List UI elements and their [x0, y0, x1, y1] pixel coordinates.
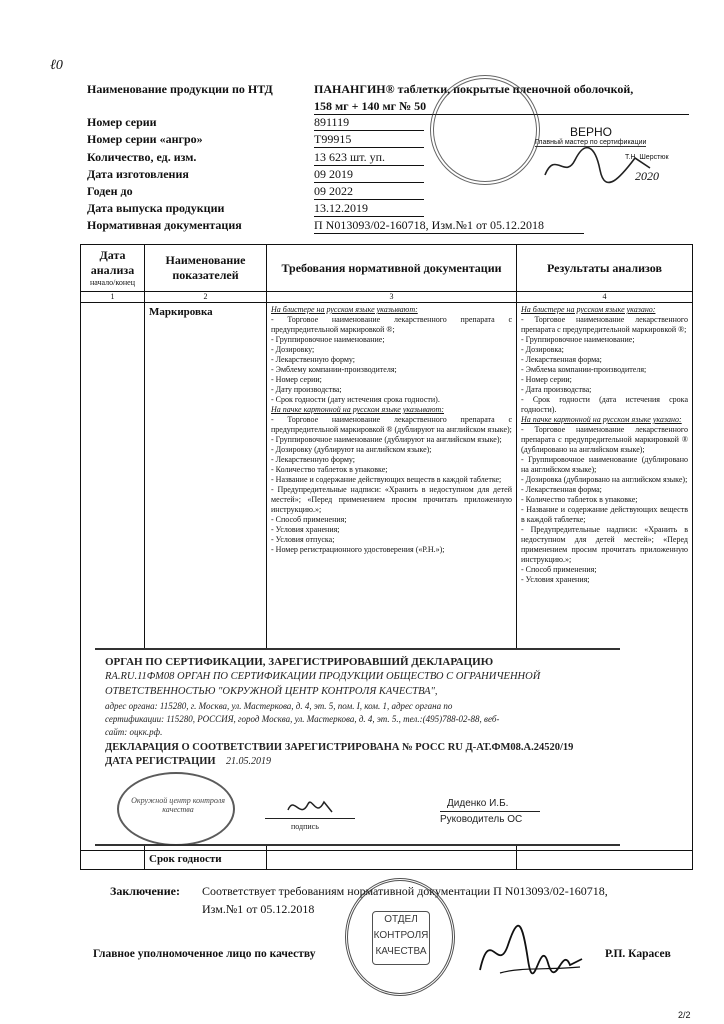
requirement-line: - Лекарственную форму; — [271, 355, 356, 364]
requirement-line: - Номер серии; — [521, 375, 572, 384]
header-date-sub: начало/конец — [90, 278, 135, 287]
requirement-line: - Группировочное наименование (дублировано на английском языке); — [521, 455, 688, 474]
head-line — [440, 811, 540, 812]
col-number: 3 — [267, 292, 517, 303]
requirement-line: - Срок годности (дату истечения срока годности). — [271, 395, 440, 404]
requirement-line: - Группировочное наименование (дублируют на английском языке); — [271, 435, 502, 444]
requirement-line: - Дозировка; — [521, 345, 564, 354]
qc-seal-line: КАЧЕСТВА — [375, 946, 427, 957]
conclusion-text-2: Изм.№1 от 05.12.2018 — [202, 902, 315, 916]
seal-text: Окружной центр контроля качества — [131, 796, 225, 814]
column-number-row — [81, 292, 693, 303]
requirement-line: На блистере на русском языке указывают: — [271, 305, 418, 314]
requirement-line: На пачке картонной на русском языке указано: — [521, 415, 682, 424]
requirement-line: - Торговое наименование лекарственного препарата с предупредительной маркировкой ® (дублировано на английском языке); — [521, 425, 688, 454]
requirement-line: - Лекарственная форма; — [521, 485, 602, 494]
requirement-line: - Условия отпуска; — [271, 535, 335, 544]
requirement-line: - Лекарственную форму; — [271, 455, 356, 464]
declaration-line: RA.RU.11ФМ08 ОРГАН ПО СЕРТИФИКАЦИИ ПРОДУКЦИИ ОБЩЕСТВО С ОГРАНИЧЕННОЙ — [105, 671, 541, 682]
declaration-line: сертификации: 115280, РОССИЯ, город Москва, ул. Мастеркова, д. 4, эт. 5., тел.:(495)788-02-88, веб- — [105, 714, 500, 724]
conclusion-label: Заключение: — [110, 884, 180, 898]
requirement-line: - Номер регистрационного удостоверения («Р.Н.»); — [271, 545, 445, 554]
manufacture-date-label: Дата изготовления — [87, 167, 189, 181]
requirement-line: На пачке картонной на русском языке указывают: — [271, 405, 444, 414]
qc-department-seal — [345, 878, 455, 996]
header-date-label: Дата анализа — [90, 248, 135, 277]
requirements-cell — [267, 851, 517, 870]
requirement-line: - Условия хранения; — [521, 575, 590, 584]
requirement-line: - Срок годности (дата истечения срока годности). — [521, 395, 688, 414]
requirement-line: - Дозировка (дублировано на английском языке); — [521, 475, 688, 484]
signoff-name: Р.П. Карасев — [605, 948, 671, 960]
declaration-box — [95, 648, 620, 846]
requirement-line: - Дату производства; — [271, 385, 342, 394]
manufacture-date-value: 09 2019 — [314, 167, 424, 183]
release-date-value: 13.12.2019 — [314, 201, 424, 217]
requirement-line: - Торговое наименование лекарственного препарата с предупредительной маркировкой ® (дублируют на английском языке); — [271, 415, 512, 434]
header-requirements: Требования нормативной документации — [267, 245, 517, 292]
requirement-line: На блистере на русском языке указано: — [521, 305, 656, 314]
requirement-line: - Дозировку (дублируют на английском языке); — [271, 445, 432, 454]
indicator-cell: Срок годности — [145, 851, 267, 870]
requirement-line: - Дозировку; — [271, 345, 315, 354]
qc-seal-line: ОТДЕЛ — [384, 914, 418, 925]
requirement-line: - Количество таблеток в упаковке; — [271, 465, 388, 474]
verno-title: ВЕРНО — [570, 125, 613, 139]
requirement-line: - Номер серии; — [271, 375, 322, 384]
col-number: 4 — [517, 292, 693, 303]
quantity-value: 13 623 шт. уп. — [314, 150, 424, 166]
header-results: Результаты анализов — [517, 245, 693, 292]
product-dosage-value: 158 мг + 140 мг № 50 — [314, 99, 689, 115]
declaration-line: ОТВЕТСТВЕННОСТЬЮ "ОКРУЖНОЙ ЦЕНТР КОНТРОЛЯ КАЧЕСТВА", — [105, 686, 438, 697]
header-indicator: Наименование показателей — [145, 245, 267, 292]
verno-subtitle: Главный мастер по сертификации — [535, 139, 647, 146]
declaration-line: адрес органа: 115280, г. Москва, ул. Мастеркова, д. 4, эт. 5, пом. I, ком. 1, адрес органа по — [105, 701, 453, 711]
requirement-line: - Количество таблеток в упаковке; — [521, 495, 638, 504]
angro-series-value: T99915 — [314, 132, 424, 148]
registration-date-label: ДАТА РЕГИСТРАЦИИ — [105, 756, 216, 767]
requirement-line: - Эмблема компании-производителя; — [521, 365, 647, 374]
series-label: Номер серии — [87, 115, 157, 129]
organization-seal — [117, 772, 235, 846]
verno-stamp — [420, 70, 690, 190]
header-date — [81, 245, 145, 292]
requirement-line: - Эмблему компании-производителя; — [271, 365, 397, 374]
col-number: 2 — [145, 292, 267, 303]
signoff-label: Главное уполномоченное лицо по качеству — [93, 948, 316, 960]
conclusion-text: Соответствует требованиям нормативной документации П N013093/02-160718, — [202, 884, 608, 898]
page-number: 2/2 — [678, 1010, 691, 1020]
requirement-line: - Условия хранения; — [271, 525, 340, 534]
requirement-line: - Предупредительные надписи: «Хранить в недоступном для детей местей»; «Перед применением просим прочитать приложенную инструкцию.»; — [521, 525, 688, 564]
requirement-line: - Торговое наименование лекарственного препарата с предупредительной маркировкой ®; — [521, 315, 688, 334]
angro-series-label: Номер серии «ангро» — [87, 132, 203, 146]
normative-doc-value: П N013093/02-160718, Изм.№1 от 05.12.2018 — [314, 218, 584, 234]
qc-seal-line: КОНТРОЛЯ — [373, 930, 429, 941]
product-name-label: Наименование продукции по НТД — [87, 82, 273, 96]
qc-seal-inner — [372, 911, 430, 965]
verno-date: 2020 — [635, 169, 659, 183]
expiry-value: 09 2022 — [314, 184, 424, 200]
qualified-person-signature-icon — [470, 915, 590, 990]
expiry-label: Годен до — [87, 184, 133, 198]
quantity-label: Количество, ед. изм. — [87, 150, 197, 164]
signature-caption: подпись — [291, 822, 319, 831]
product-name-value: ПАНАНГИН® таблетки, покрытые пленочной оболочкой, — [314, 82, 634, 96]
requirement-line: - Название и содержание действующих веществ в каждой таблетке; — [271, 475, 502, 484]
indicator-cell: Маркировка — [145, 303, 267, 851]
release-date-label: Дата выпуска продукции — [87, 201, 225, 215]
declaration-number: ДЕКЛАРАЦИЯ О СООТВЕТСТВИИ ЗАРЕГИСТРИРОВАНА № РОСС RU Д-АТ.ФМ08.А.24520/19 — [105, 742, 574, 753]
requirement-line: - Предупредительные надписи: «Хранить в недоступном для детей местей»; «Перед применением просим прочитать приложенную инструкцию.»; — [271, 485, 512, 514]
requirement-line: - Способ применения; — [521, 565, 597, 574]
table-header-row — [81, 245, 693, 292]
requirement-line: - Группировочное наименование; — [521, 335, 635, 344]
declaration-signature-icon — [280, 790, 340, 825]
requirement-line: - Способ применения; — [271, 515, 347, 524]
declaration-line: сайт: оцкк.рф. — [105, 727, 163, 737]
declaration-line: ОРГАН ПО СЕРТИФИКАЦИИ, ЗАРЕГИСТРИРОВАВШИЙ ДЕКЛАРАЦИЮ — [105, 656, 494, 668]
requirement-line: - Торговое наименование лекарственного препарата с предупредительной маркировкой ®; — [271, 315, 512, 334]
registration-date-value: 21.05.2019 — [226, 756, 271, 767]
requirement-line: - Название и содержание действующих веществ в каждой таблетке; — [521, 505, 688, 524]
results-list — [521, 305, 688, 585]
table-row — [81, 851, 693, 870]
head-title: Руководитель ОС — [440, 814, 523, 825]
head-name: Диденко И.Б. — [447, 798, 509, 809]
stamp-ring — [430, 75, 540, 185]
normative-doc-label: Нормативная документация — [87, 218, 242, 232]
results-cell — [517, 851, 693, 870]
corner-mark: ℓ0 — [50, 58, 63, 73]
requirement-line: - Лекарственная форма; — [521, 355, 602, 364]
col-number: 1 — [81, 292, 145, 303]
signature-line — [265, 818, 355, 819]
verno-name: Т.Н. Шерстюк — [625, 154, 669, 161]
date-cell — [81, 851, 145, 870]
requirements-list — [271, 305, 512, 555]
requirement-line: - Дата производства; — [521, 385, 592, 394]
series-value: 891119 — [314, 115, 424, 131]
requirement-line: - Группировочное наименование; — [271, 335, 385, 344]
verno-signature-icon — [540, 140, 660, 185]
